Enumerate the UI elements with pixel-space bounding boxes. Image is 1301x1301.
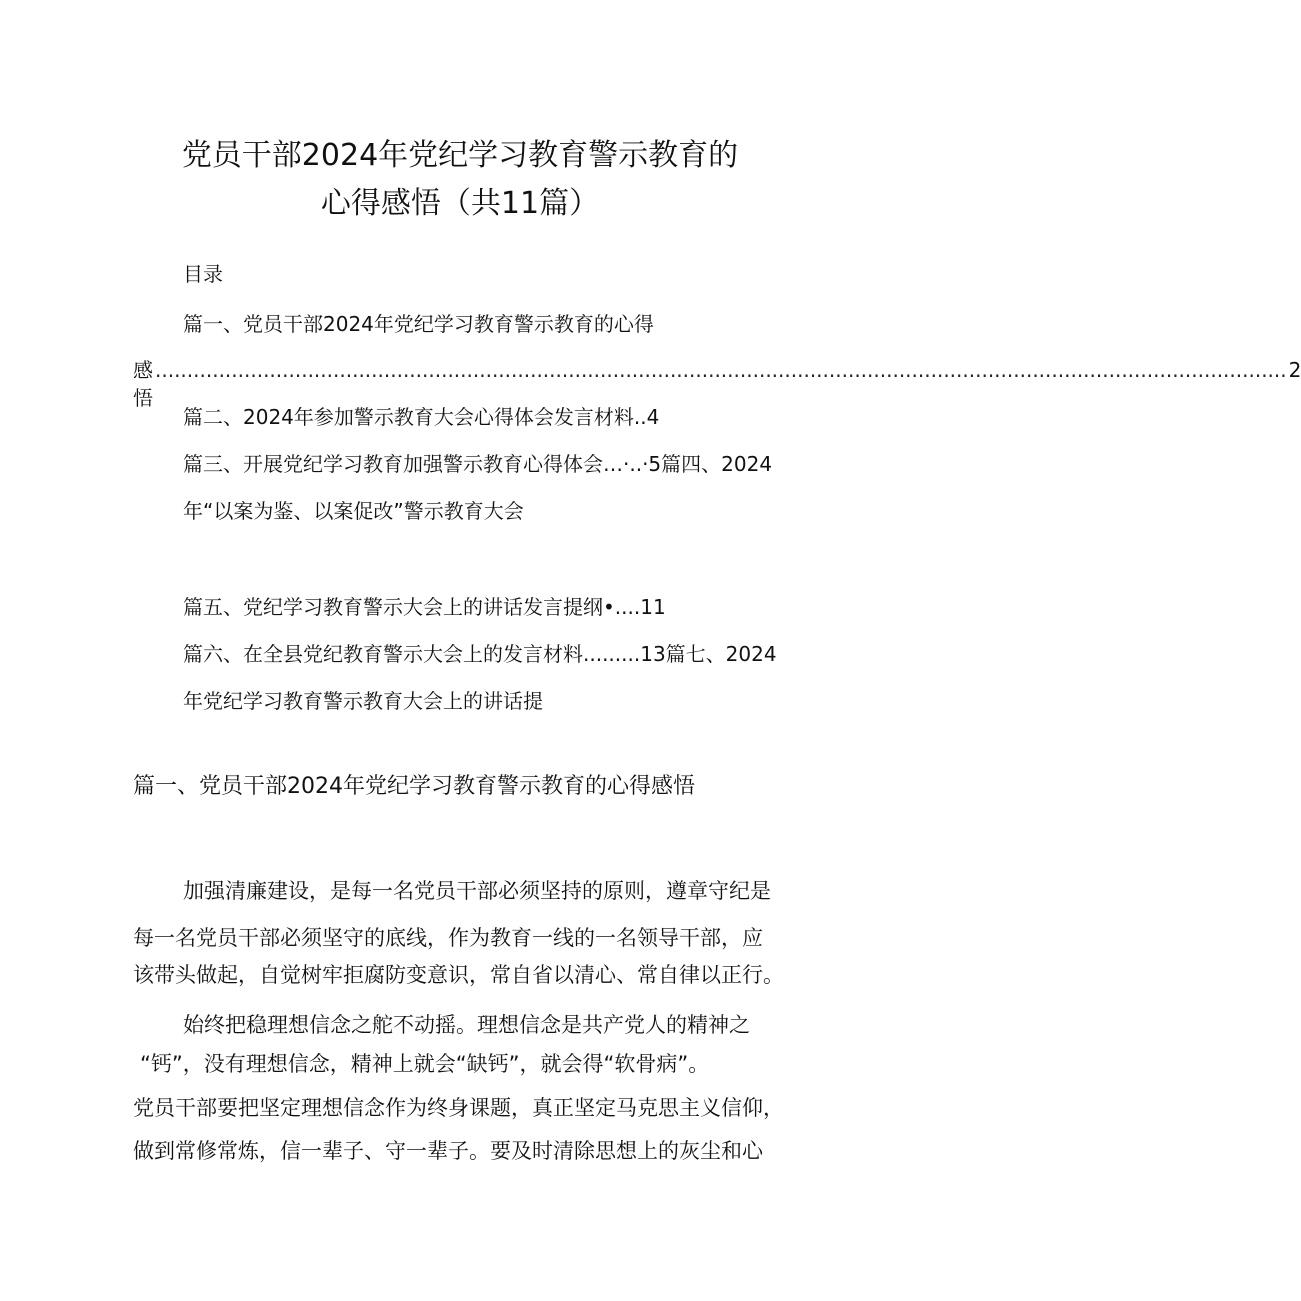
body-paragraph-1-line-3: 该带头做起，自觉树牢拒腐防变意识，常自省以清心、常自律以正行。 <box>133 963 784 987</box>
toc-heading: 目录 <box>183 262 223 286</box>
document-title-line-1: 党员干部2024年党纪学习教育警示教育的 <box>181 138 739 173</box>
body-paragraph-2-line-4: 做到常修常炼，信一辈子、守一辈子。要及时清除思想上的灰尘和心 <box>133 1139 763 1163</box>
toc-item-1-page-number: 2 <box>1288 358 1301 382</box>
toc-item-1-line-1[interactable]: 篇一、党员干部2024年党纪学习教育警示教育的心得 <box>183 312 654 336</box>
body-paragraph-2-line-1: 始终把稳理想信念之舵不动摇。理想信念是共产党人的精神之 <box>183 1013 750 1037</box>
toc-item-7-line-2[interactable]: 年党纪学习教育警示教育大会上的讲话提 <box>183 689 543 713</box>
toc-item-2[interactable]: 篇二、2024年参加警示教育大会心得体会发言材料..4 <box>183 405 660 429</box>
toc-item-4-line-2[interactable]: 年“以案为鉴、以案促改”警示教育大会 <box>183 499 524 523</box>
toc-item-1-text: 感悟 <box>133 358 153 410</box>
toc-item-5[interactable]: 篇五、党纪学习教育警示大会上的讲话发言提纲•....11 <box>183 595 666 619</box>
body-paragraph-1-line-1: 加强清廉建设，是每一名党员干部必须坚持的原则，遵章守纪是 <box>183 879 771 903</box>
body-paragraph-1-line-2: 每一名党员干部必须坚守的底线，作为教育一线的一名领导干部，应 <box>133 926 763 950</box>
toc-item-6-line-1[interactable]: 篇六、在全县党纪教育警示大会上的发言材料.........13篇七、2024 <box>183 642 777 666</box>
toc-leader-dots: .................................................................................................................................................................................. <box>155 358 1287 382</box>
document-title-line-2: 心得感悟（共11篇） <box>320 186 600 221</box>
body-paragraph-2-line-3: 党员干部要把坚定理想信念作为终身课题，真正坚定马克思主义信仰， <box>133 1096 784 1120</box>
section-heading: 篇一、党员干部2024年党纪学习教育警示教育的心得感悟 <box>133 774 695 799</box>
toc-item-3-line-1[interactable]: 篇三、开展党纪学习教育加强警示教育心得体会…·..·5篇四、2024 <box>183 452 773 476</box>
body-paragraph-2-line-2: “钙”，没有理想信念，精神上就会“缺钙”，就会得“软骨病”。 <box>140 1052 710 1076</box>
